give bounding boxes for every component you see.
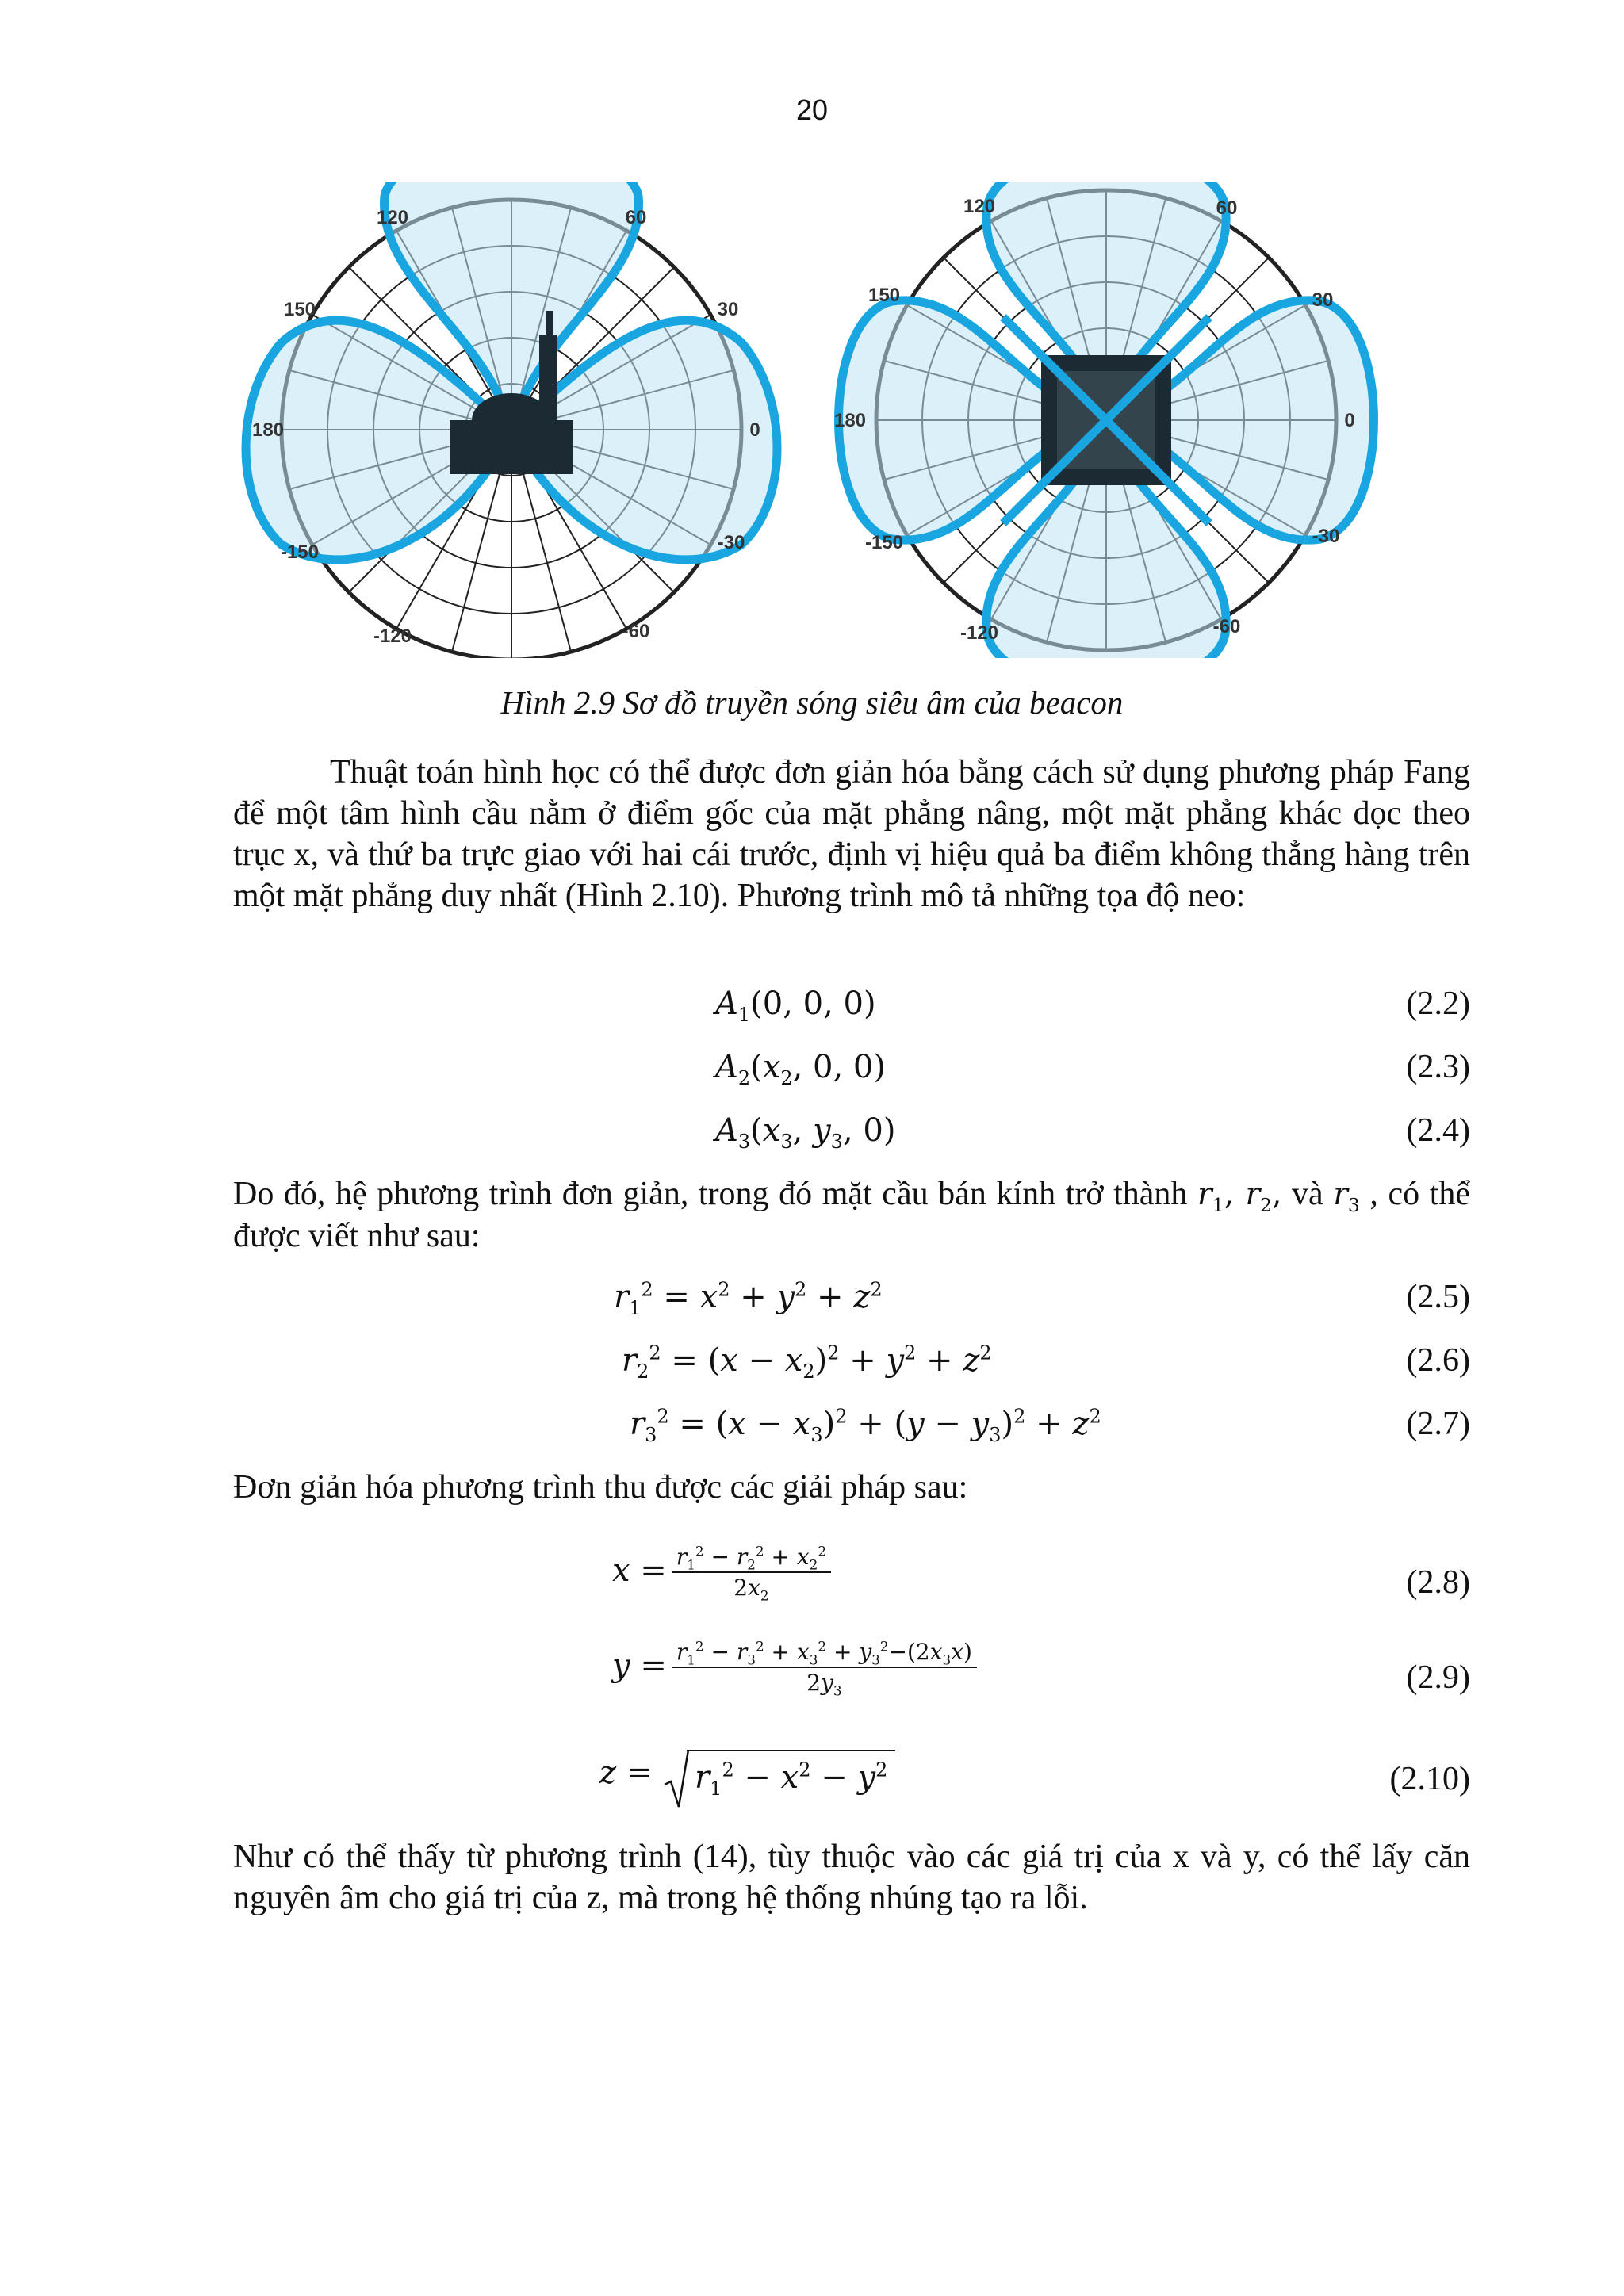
paragraph-simplify: Đơn giản hóa phương trình thu được các giải pháp sau: [233, 1469, 968, 1506]
left-polar-plot [246, 182, 777, 658]
svg-text:180: 180 [251, 419, 285, 441]
svg-text:150: 150 [283, 299, 316, 320]
equation-2-6-number: (2.6) [1406, 1342, 1470, 1379]
paragraph-2-and: và [1292, 1176, 1323, 1212]
svg-text:0: 0 [749, 419, 760, 441]
equation-2-8-body: x = $\frac{r_1^2 - r_2^2 + x_2^2}{2x_2}$ [612, 1543, 831, 1603]
svg-text:-150: -150 [280, 541, 320, 563]
equation-2-7-number: (2.7) [1406, 1406, 1470, 1442]
svg-text:-120: -120 [959, 622, 999, 644]
radiation-pattern-figure [230, 182, 1404, 658]
equation-2-6 [233, 1337, 1470, 1392]
equation-2-10 [233, 1749, 1470, 1812]
svg-text:180: 180 [833, 410, 867, 431]
equation-2-5-number: (2.5) [1406, 1279, 1470, 1315]
svg-text:150: 150 [868, 285, 901, 306]
equation-2-6-body: $r_2^2 = (x - x_2)^2 + y^2 + z^2$ [622, 1341, 992, 1383]
paragraph-sphere-radii: Do đó, hệ phương trình đơn giản, trong đó mặt cầu bán kính trở thành $r_1$, $r_2$, và $r_3$ , có thể được viết như sau: [233, 1176, 1471, 1254]
equation-2-8-number: (2.8) [1406, 1564, 1470, 1601]
svg-text:-150: -150 [864, 532, 904, 553]
svg-text:-30: -30 [717, 532, 745, 553]
page-number: 20 [795, 94, 829, 126]
equation-2-2-body: $A_1(0$, 0, 0) [715, 985, 876, 1026]
equation-2-4-number: (2.4) [1406, 1112, 1470, 1149]
figure-caption: Hình 2.9 Sơ đồ truyền sóng siêu âm của beacon [500, 684, 1124, 721]
equation-2-3-number: (2.3) [1406, 1049, 1470, 1085]
equation-2-9-body: y = $\frac{r_1^2 - r_3^2 + x_3^2 + y_3^2-(2x_3x)}{2y_3}$ [612, 1638, 977, 1698]
svg-text:-60: -60 [622, 621, 650, 642]
paragraph-2-suffix: , có thể được viết như sau: [233, 1176, 1471, 1254]
svg-text:-60: -60 [1212, 616, 1241, 637]
svg-text:120: 120 [963, 196, 996, 217]
equation-2-7 [233, 1400, 1470, 1456]
svg-text:30: 30 [717, 299, 739, 320]
paragraph-negative-root: Như có thể thấy từ phương trình (14), tùy thuộc vào các giá trị của x và y, có thể lấy căn nguyên âm cho giá trị của z, mà trong hệ thống nhúng tạo ra lỗi. [233, 1839, 1470, 1916]
equation-2-5 [233, 1273, 1470, 1329]
equation-2-10-body: z = $r_1^2 - x^2 - y^2$ [599, 1749, 895, 1801]
equation-2-2-number: (2.2) [1406, 985, 1470, 1022]
equation-2-3 [233, 1043, 1470, 1099]
equation-2-7-body: $r_3^2 = (x - x_3)^2 + (y - y_3)^2 + z^2$ [630, 1405, 1101, 1446]
equation-2-5-body: $r_1^2 = x^2 + y^2 + z^2$ [614, 1278, 883, 1319]
equation-2-9 [233, 1638, 1470, 1725]
svg-text:60: 60 [625, 207, 647, 228]
equation-2-9-number: (2.9) [1406, 1659, 1470, 1696]
equation-2-8 [233, 1543, 1470, 1630]
equation-2-10-number: (2.10) [1389, 1761, 1470, 1797]
equation-2-4 [233, 1107, 1470, 1162]
paragraph-fang-method [233, 752, 1470, 916]
svg-text:30: 30 [1312, 289, 1334, 311]
paragraph-1-text: Thuật toán hình học có thể được đơn giản hóa bằng cách sử dụng phương pháp Fang để một tâm hình cầu nằm ở điểm gốc của mặt phẳng nâng, một mặt phẳng khác dọc theo trục x, và thứ ba trực giao với hai cái trước, định vị hiệu quả ba điểm không thẳng hàng trên một mặt phẳng duy nhất (Hình 2.10). Phương trình mô tả những tọa độ neo: [233, 754, 1470, 914]
svg-text:120: 120 [376, 207, 409, 228]
right-polar-plot [839, 182, 1374, 658]
equation-2-2 [233, 980, 1470, 1035]
paragraph-2-prefix: Do đó, hệ phương trình đơn giản, trong đó mặt cầu bán kính trở thành [233, 1176, 1188, 1212]
equation-2-3-body: $A_2(x_2$, 0, 0) [715, 1049, 886, 1089]
svg-text:-30: -30 [1312, 526, 1340, 547]
svg-text:-120: -120 [373, 626, 412, 647]
equation-2-4-body: $A_3(x_3$, $y_3$, 0) [715, 1112, 896, 1153]
svg-text:0: 0 [1344, 410, 1355, 431]
svg-text:60: 60 [1216, 197, 1238, 219]
